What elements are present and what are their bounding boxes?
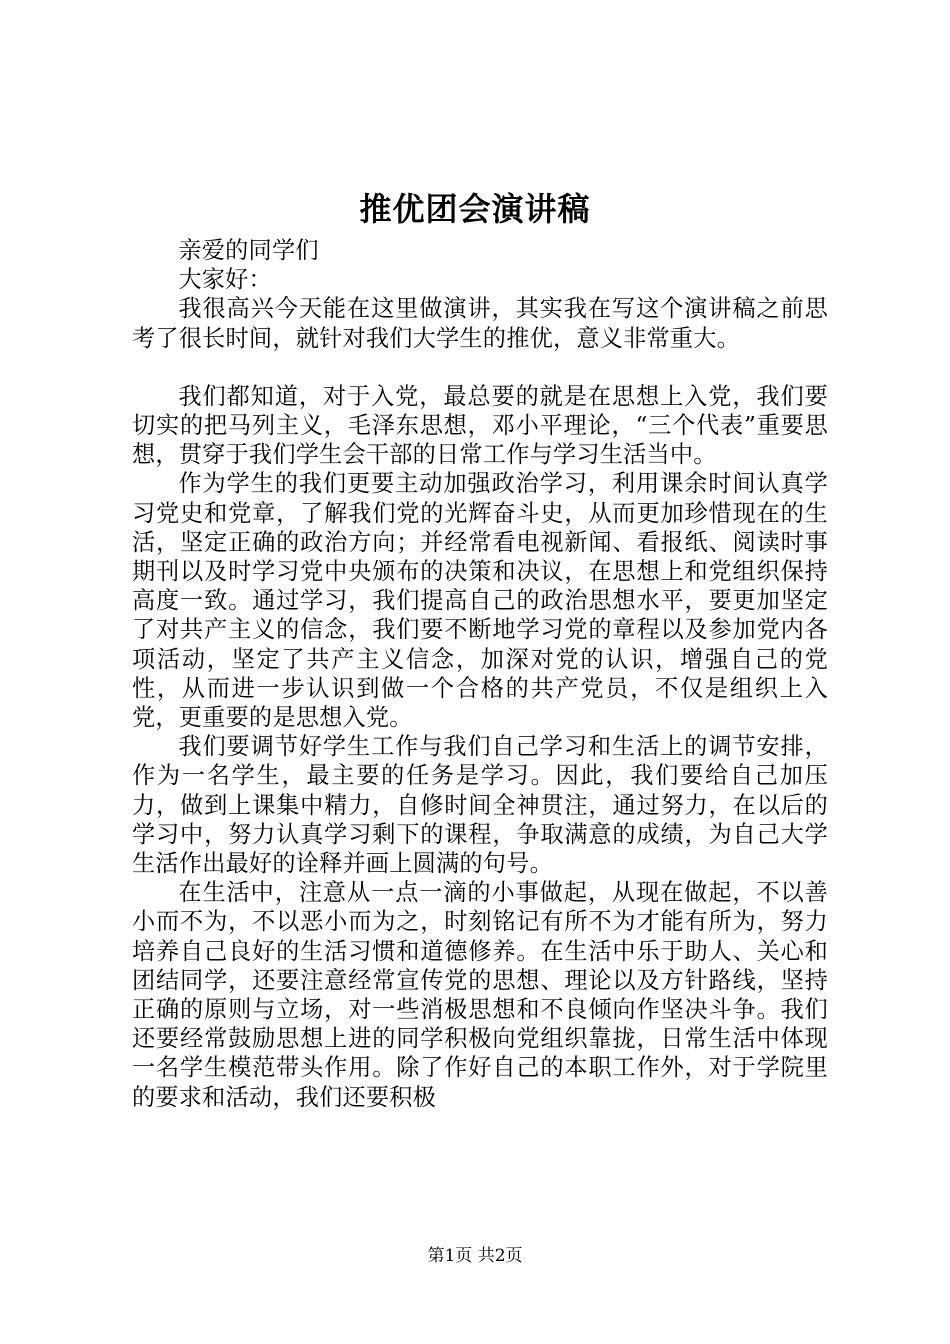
paragraph: 在生活中，注意从一点一滴的小事做起，从现在做起，不以善小而不为，不以恶小而为之，时刻铭记有所不为才能有所为，努力培养自己良好的生活习惯和道德修养。在生活中乐于助人、关心和团结同学，还要注意经常宣传党的思想、理论以及方针路线，坚持正确的原则与立场，对一些消极思想和不良倾向作坚决斗争。我们还要经常鼓励思想上进的同学积极向党组织靠拢，日常生活中体现一名学生模范带头作用。除了作好自己的本职工作外，对于学院里的要求和活动，我们还要积极 — [132, 879, 828, 1111]
paragraph: 我们都知道，对于入党，最总要的就是在思想上入党，我们要切实的把马列主义，毛泽东思想，邓小平理论，“三个代表”重要思想，贯穿于我们学生会干部的日常工作与学习生活当中。 — [132, 382, 828, 469]
greeting: 大家好： — [178, 266, 272, 294]
document-body — [132, 236, 828, 1112]
paragraph: 我们要调节好学生工作与我们自己学习和生活上的调节安排，作为一名学生，最主要的任务是学习。因此，我们要给自己加压力，做到上课集中精力，自修时间全神贯注，通过努力，在以后的学习中，努力认真学习剩下的课程，争取满意的成绩，为自己大学生活作出最好的诠释并画上圆满的句号。 — [132, 733, 828, 878]
paragraph: 作为学生的我们更要主动加强政治学习，利用课余时间认真学习党史和党章，了解我们党的光辉奋斗史，从而更加珍惜现在的生活，坚定正确的政治方向；并经常看电视新闻、看报纸、阅读时事期刊以及时学习党中央颁布的决策和决议，在思想上和党组织保持高度一致。通过学习，我们提高自己的政治思想水平，要更加坚定了对共产主义的信念，我们要不断地学习党的章程以及参加党内各项活动，坚定了共产主义信念，加深对党的认识，增强自己的党性，从而进一步认识到做一个合格的共产党员，不仅是组织上入党，更重要的是思想入党。 — [132, 470, 828, 732]
salutation: 亲爱的同学们 — [178, 237, 319, 264]
page-footer: 第1页 共2页 — [427, 1246, 523, 1266]
document-title: 推优团会演讲稿 — [359, 190, 591, 228]
paragraph-intro: 我很高兴今天能在这里做演讲，其实我在写这个演讲稿之前思考了很长时间，就针对我们大学生的推优，意义非常重大。 — [132, 295, 828, 352]
